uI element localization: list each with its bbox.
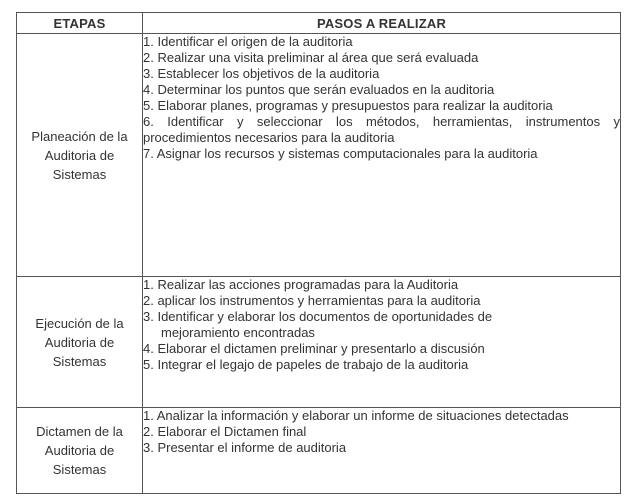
step-item: 2. aplicar los instrumentos y herramientas para la auditoria xyxy=(143,293,481,308)
table-row-execution xyxy=(17,277,621,408)
step-item: 6. Identificar y seleccionar los métodos, herramientas, instrumentos y procedimientos necesarios para la auditoria xyxy=(143,114,620,145)
stage-name-line: Sistemas xyxy=(52,462,107,477)
table-row-planning xyxy=(17,34,621,277)
stage-name-line: Planeación de la xyxy=(31,128,128,144)
steps-cell-execution xyxy=(143,277,621,408)
step-item: 2. Realizar una visita preliminar al área que será evaluada xyxy=(143,50,479,65)
step-item: 2. Elaborar el Dictamen final xyxy=(143,424,307,439)
step-item: 1. Realizar las acciones programadas para la Auditoria xyxy=(143,277,459,292)
stage-name-line: Sistemas xyxy=(52,353,107,369)
steps-cell-report xyxy=(143,408,621,494)
step-item: 7. Asignar los recursos y sistemas computacionales para la auditoria xyxy=(143,146,538,161)
stage-name-line: Sistemas xyxy=(52,166,107,182)
step-item-continuation: mejoramiento encontradas xyxy=(161,325,315,340)
step-item: 4. Determinar los puntos que serán evaluados en la auditoria xyxy=(143,82,495,97)
stages-table xyxy=(16,12,621,494)
stage-name-line: Ejecución de la xyxy=(35,315,124,331)
step-item: 5. Integrar el legajo de papeles de trabajo de la auditoria xyxy=(143,357,469,372)
stage-name-line: Auditoria de xyxy=(44,147,115,163)
step-item: 1. Identificar el origen de la auditoria xyxy=(143,34,353,49)
stage-name-line: Auditoria de xyxy=(44,443,115,458)
step-item: 1. Analizar la información y elaborar un informe de situaciones detectadas xyxy=(143,408,569,423)
step-item: 4. Elaborar el dictamen preliminar y presentarlo a discusión xyxy=(143,341,485,356)
step-item: 3. Presentar el informe de auditoria xyxy=(143,440,347,455)
stage-name-line: Dictamen de la xyxy=(36,424,123,439)
step-item: 3. Identificar y elaborar los documentos de oportunidades de xyxy=(143,309,493,324)
table-row-report xyxy=(17,408,621,494)
stage-cell-execution xyxy=(17,277,143,408)
header-steps: PASOS A REALIZAR xyxy=(143,13,621,34)
stage-name-line: Auditoria de xyxy=(44,334,115,350)
stage-cell-report xyxy=(17,408,143,494)
steps-cell-planning xyxy=(143,34,621,277)
stage-cell-planning xyxy=(17,34,143,277)
step-item: 5. Elaborar planes, programas y presupuestos para realizar la auditoria xyxy=(143,98,553,113)
step-item: 3. Establecer los objetivos de la auditoria xyxy=(143,66,380,81)
header-row xyxy=(17,13,621,34)
header-stages: ETAPAS xyxy=(17,13,143,34)
